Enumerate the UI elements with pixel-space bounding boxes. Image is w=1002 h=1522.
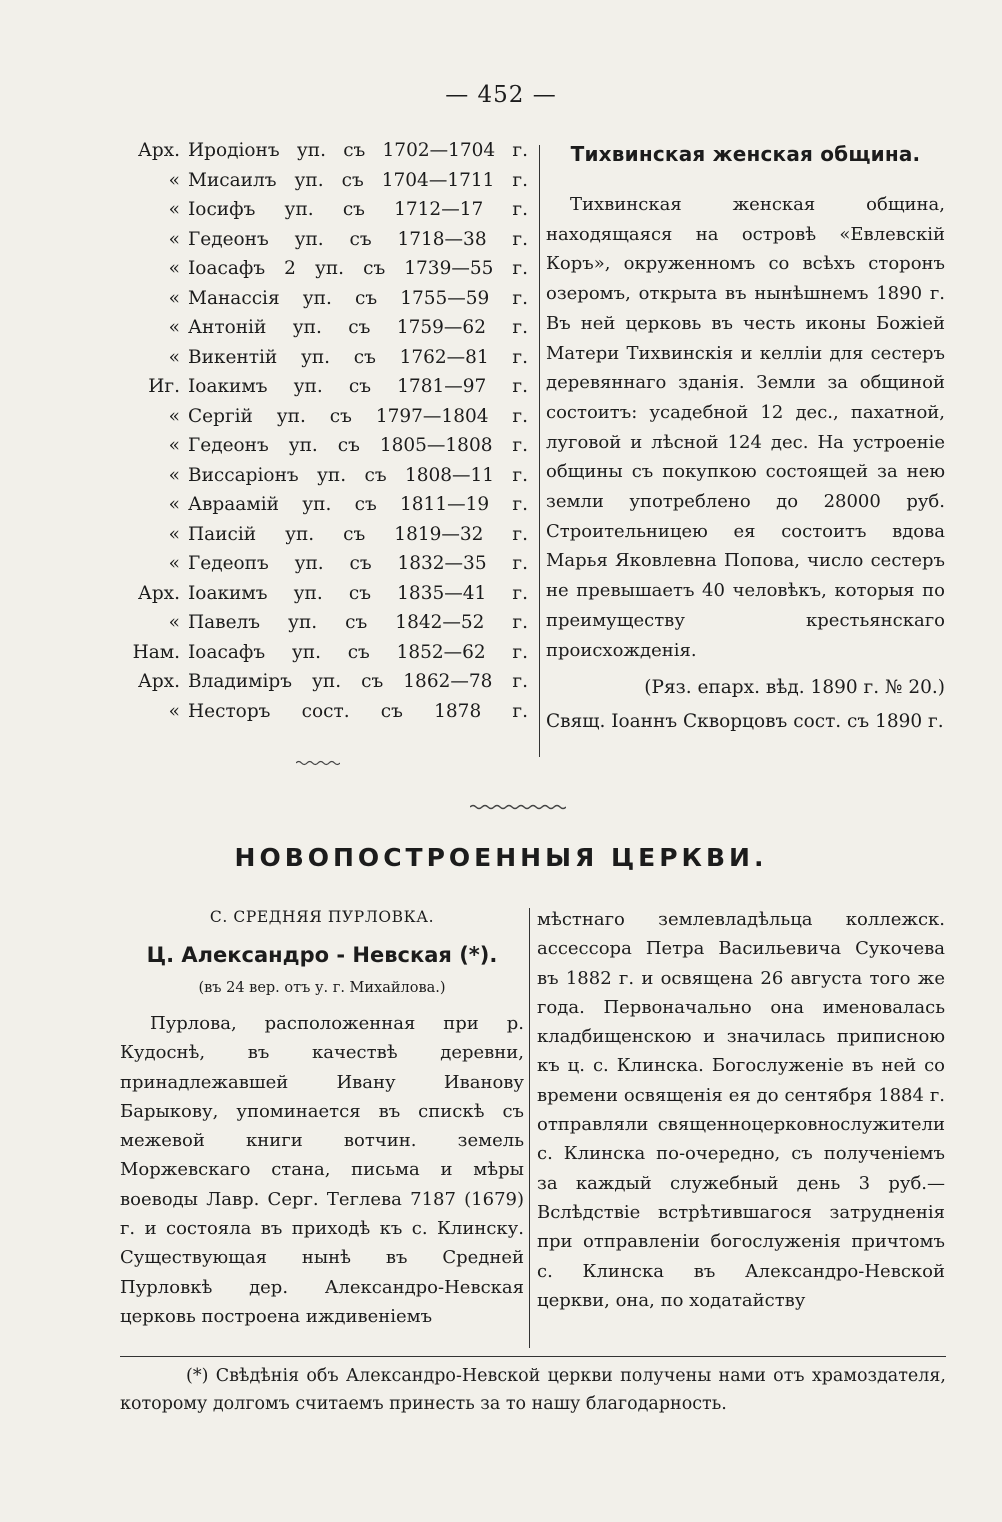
abbot-entry: Владиміръ уп. съ 1862—78 г.: [188, 671, 528, 692]
abbot-rank: «: [168, 494, 180, 515]
abbot-entry: Іосифъ уп. съ 1712—17 г.: [188, 199, 528, 220]
abbot-rank: Иг.: [148, 376, 180, 397]
abbot-rank: «: [168, 612, 180, 633]
abbot-rank: «: [168, 435, 180, 456]
church-right-column: [537, 905, 945, 1315]
abbot-rank: «: [168, 700, 180, 722]
abbot-row: [118, 524, 528, 554]
abbot-row: [118, 288, 528, 318]
abbot-entry: Павелъ уп. съ 1842—52 г.: [188, 612, 528, 633]
community-paragraph: Тихвинская женская община, находящаяся на островѣ «Евлевскій Коръ», окруженномъ со всѣхъ сторонъ озеромъ, открыта въ нынѣшнемъ 1890 г. Въ ней церковь въ честь иконы Божіей Матери Тихвинскія и келліи для сестеръ деревяннаго зданія. Земли за общиной состоитъ: усадебной 12 дес., пахатной, луговой и лѣсной 124 дес. На устроеніе общины съ покупкою состоящей за нею земли употреблено до 28000 руб. Строительницею ея состоитъ вдова Марья Яковлевна Попова, число сестеръ не превышаетъ 40 человѣкъ, которыя по преимуществу крестьянскаго происхожденія.: [546, 194, 945, 661]
abbot-entry: Гедеонъ уп. съ 1805—1808 г.: [188, 435, 528, 456]
abbot-rank: «: [168, 317, 180, 338]
abbot-row: [118, 317, 528, 347]
abbot-row: [118, 435, 528, 465]
church-distance: (въ 24 вер. отъ у. г. Михайлова.): [198, 980, 446, 996]
abbot-row: [118, 140, 528, 170]
abbot-rank: «: [168, 553, 180, 574]
community-priest: Свящ. Іоаннъ Скворцовъ сост. съ 1890 г.: [546, 711, 944, 733]
abbot-entry: Авраамій уп. съ 1811—19 г.: [188, 494, 528, 515]
abbot-rank: «: [168, 523, 180, 545]
abbot-rank: Арх.: [137, 671, 180, 692]
abbot-entry: Іоасафъ 2 уп. съ 1739—55 г.: [188, 258, 528, 279]
abbot-entry: Паисій уп. съ 1819—32 г.: [188, 523, 528, 545]
abbot-entry: Викентій уп. съ 1762—81 г.: [188, 346, 528, 368]
abbot-row: [118, 671, 528, 701]
abbot-rank: «: [168, 464, 180, 486]
abbot-rank: «: [168, 287, 180, 309]
abbot-entry: Сергій уп. съ 1797—1804 г.: [188, 405, 528, 427]
church-paragraph-left: Пурлова, расположенная при р. Кудоснѣ, въ качествѣ деревни, принадлежавшей Ивану Иванову Барыкову, упоминается въ спискѣ съ межевой книги вотчин. земель Моржевскаго стана, письма и мѣры воеводы Лавр. Серг. Теглева 7187 (1679) г. и состояла въ приходѣ къ с. Клинску. Существующая нынѣ въ Средней Пурловкѣ дер. Александро-Невская церковь построена иждивеніемъ: [120, 1013, 524, 1327]
abbot-entry: Мисаилъ уп. съ 1704—1711 г.: [188, 169, 528, 191]
abbot-row: [118, 347, 528, 377]
abbot-rank: «: [168, 199, 180, 220]
abbot-entry: Манассія уп. съ 1755—59 г.: [188, 287, 528, 309]
abbot-entry: Іоасафъ уп. съ 1852—62 г.: [188, 641, 528, 663]
new-churches-heading: НОВОПОСТРОЕННЫЯ ЦЕРКВИ.: [234, 843, 768, 872]
abbot-entry: Гедеопъ уп. съ 1832—35 г.: [188, 553, 528, 574]
church-title: Ц. Александро - Невская (*).: [146, 943, 498, 967]
abbots-list: [118, 140, 528, 730]
abbot-rank: «: [168, 228, 180, 250]
abbot-rank: «: [168, 169, 180, 191]
abbot-entry: Іоакимъ уп. съ 1781—97 г.: [188, 376, 528, 397]
abbot-row: [118, 612, 528, 642]
footnote: (*) Свѣдѣнія объ Александро-Невской церкви получены нами отъ храмоздателя, которому долгомъ считаемъ принесть за то нашу благодарность.: [120, 1366, 946, 1414]
village-name: С. СРЕДНЯЯ ПУРЛОВКА.: [209, 908, 435, 926]
abbot-row: [118, 170, 528, 200]
abbot-rank: «: [168, 346, 180, 368]
abbot-row: [118, 494, 528, 524]
abbot-row: [118, 465, 528, 495]
abbot-entry: Иродіонъ уп. съ 1702—1704 г.: [188, 140, 528, 161]
abbot-row: [118, 553, 528, 583]
page-number: — 452 —: [445, 82, 557, 108]
church-paragraph-right: мѣстнаго землевладѣльца коллежск. ассессора Петра Васильевича Сукочева въ 1882 г. и освящена 26 августа того же года. Первоначально она именовалась кладбищенскою и значилась приписною къ ц. с. Клинска. Богослуженіе въ ней со времени освященія ея до сентября 1884 г. отправляли священноцерковнослужители с. Клинска по-очередно, съ полученіемъ за каждый служебный день 3 руб.—Вслѣдствіе встрѣтившагося затрудненія при отправленіи богослуженія причтомъ с. Клинска въ Александро-Невской церкви, она, по ходатайству: [537, 909, 945, 1311]
community-heading: Тихвинская женская община.: [570, 142, 921, 166]
community-source: (Ряз. епарх. вѣд. 1890 г. № 20.): [644, 677, 945, 699]
abbot-row: [118, 583, 528, 613]
abbot-row: [118, 642, 528, 672]
abbot-entry: Несторъ сост. съ 1878 г.: [188, 700, 528, 722]
squiggle-ornament: [296, 760, 340, 766]
church-left-column: [120, 905, 524, 1331]
abbot-entry: Виссаріонъ уп. съ 1808—11 г.: [188, 464, 528, 486]
squiggle-ornament: [470, 804, 566, 810]
abbot-row: [118, 701, 528, 731]
abbot-row: [118, 406, 528, 436]
column-divider: [529, 908, 530, 1348]
column-divider: [539, 145, 540, 757]
abbot-entry: Антоній уп. съ 1759—62 г.: [188, 317, 528, 338]
footnote-rule: [120, 1356, 946, 1357]
abbot-rank: Арх.: [137, 140, 180, 161]
abbot-rank: Арх.: [137, 582, 180, 604]
abbot-rank: «: [168, 258, 180, 279]
abbot-rank: Нам.: [132, 641, 180, 663]
abbot-row: [118, 376, 528, 406]
abbot-row: [118, 258, 528, 288]
abbot-entry: Іоакимъ уп. съ 1835—41 г.: [188, 582, 528, 604]
abbot-row: [118, 229, 528, 259]
abbot-row: [118, 199, 528, 229]
abbot-rank: «: [168, 405, 180, 427]
community-section: [546, 142, 945, 737]
abbot-entry: Гедеонъ уп. съ 1718—38 г.: [188, 228, 528, 250]
